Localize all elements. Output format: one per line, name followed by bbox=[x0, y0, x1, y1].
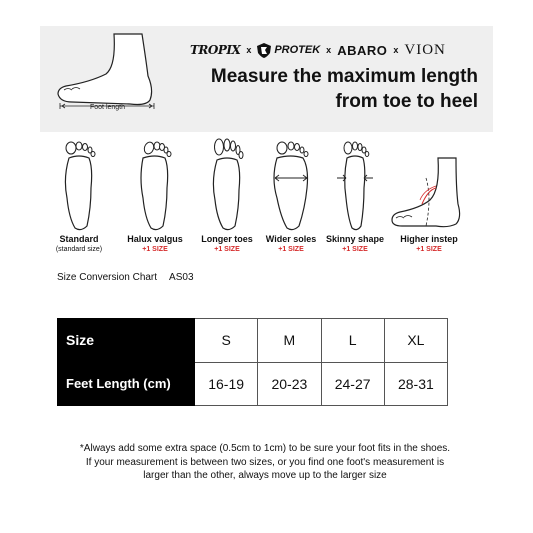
foot-type-label: Wider soles bbox=[265, 234, 317, 244]
footprint-skinny-shape-icon bbox=[335, 138, 375, 232]
brand-tropix-logo: TROPIX bbox=[190, 43, 241, 57]
brand-abaro-logo: ABARO bbox=[337, 42, 388, 58]
foot-type-halux-valgus bbox=[120, 138, 190, 253]
footprint-halux-valgus-icon bbox=[135, 138, 175, 232]
length-cell: 16-19 bbox=[195, 362, 258, 406]
table-row bbox=[58, 362, 448, 406]
headline-line-2: from toe to heel bbox=[335, 91, 478, 112]
footprint-standard-icon bbox=[59, 138, 99, 232]
foot-length-label: Foot length bbox=[90, 104, 126, 111]
length-cell: 24-27 bbox=[321, 362, 384, 406]
brand-separator: x bbox=[326, 45, 332, 55]
size-adjust-badge: +1 SIZE bbox=[142, 246, 168, 253]
footprint-wider-soles-icon bbox=[271, 138, 311, 232]
size-cell: S bbox=[195, 319, 258, 363]
protek-shield-icon bbox=[257, 43, 271, 58]
foot-type-sub: (standard size) bbox=[55, 246, 103, 253]
size-cell: L bbox=[321, 319, 384, 363]
foot-type-wider-soles bbox=[256, 138, 326, 253]
note-line: *Always add some extra space (0.5cm to 1cm) to be sure your foot fits in the shoes. bbox=[79, 443, 451, 454]
headline-line-1: Measure the maximum length bbox=[210, 66, 478, 87]
length-header: Feet Length (cm) bbox=[58, 362, 195, 406]
foot-side-illustration bbox=[50, 30, 170, 110]
foot-type-standard bbox=[44, 138, 114, 253]
conversion-chart-title bbox=[57, 272, 194, 283]
conversion-code: AS03 bbox=[169, 272, 194, 283]
foot-type-label: Longer toes bbox=[201, 234, 253, 244]
foot-type-label: Higher instep bbox=[400, 234, 458, 244]
size-header: Size bbox=[58, 319, 195, 363]
length-cell: 28-31 bbox=[384, 362, 447, 406]
sizing-note bbox=[30, 442, 500, 483]
brand-protek-text: PROTEK bbox=[274, 44, 321, 56]
footprint-longer-toes-icon bbox=[207, 138, 247, 232]
foot-type-label: Standard bbox=[59, 234, 99, 244]
size-adjust-badge: +1 SIZE bbox=[342, 246, 368, 253]
brand-separator: x bbox=[393, 45, 399, 55]
length-cell: 20-23 bbox=[258, 362, 321, 406]
brand-vion-logo: VION bbox=[404, 41, 446, 58]
size-adjust-badge: +1 SIZE bbox=[278, 246, 304, 253]
foot-type-longer-toes bbox=[192, 138, 262, 253]
foot-types-row bbox=[40, 138, 500, 268]
brand-bar bbox=[190, 38, 475, 62]
conversion-title: Size Conversion Chart bbox=[57, 272, 158, 283]
size-table bbox=[57, 318, 448, 406]
size-cell: XL bbox=[384, 319, 447, 363]
size-cell: M bbox=[258, 319, 321, 363]
foot-type-skinny-shape bbox=[320, 138, 390, 253]
foot-type-label: Skinny shape bbox=[325, 234, 385, 244]
brand-protek-logo bbox=[257, 43, 320, 58]
note-line: larger than the other, always move up to the larger size bbox=[143, 470, 387, 481]
foot-type-label: Halux valgus bbox=[127, 234, 183, 244]
foot-higher-instep-icon bbox=[386, 138, 472, 232]
table-row bbox=[58, 319, 448, 363]
foot-type-higher-instep bbox=[386, 138, 472, 253]
brand-separator: x bbox=[246, 45, 252, 55]
size-adjust-badge: +1 SIZE bbox=[214, 246, 240, 253]
size-adjust-badge: +1 SIZE bbox=[416, 246, 442, 253]
note-line: If your measurement is between two sizes, or you find one foot's measurement is bbox=[85, 456, 445, 468]
